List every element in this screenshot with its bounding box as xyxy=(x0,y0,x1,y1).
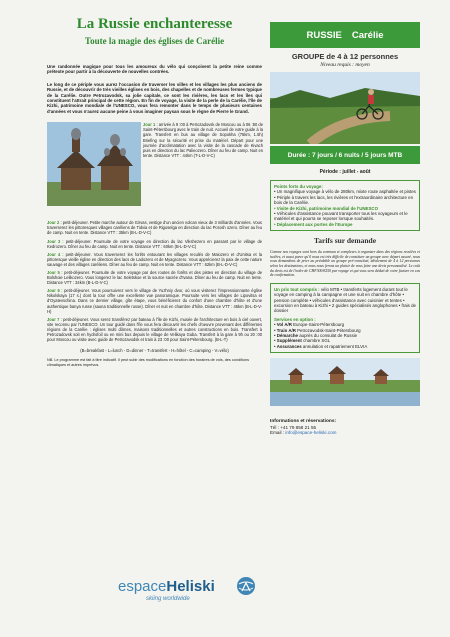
village-lake-photo xyxy=(270,358,420,406)
day-4 xyxy=(47,252,262,267)
day-text: : petit-déjeuner. Petite marche autour de Girvas, vestige d'un ancien volcan vieux de 3 milliards d'années. Vous traverserez les pittoresques villages caréliens de Tidvia et de Rigoselga en direction du lac Porosh ozero. Dîner au feu de camp. Nuit en tente. Distance VTT : 35km (B-L-D-V-C) xyxy=(47,220,262,236)
option-item: • Démarche auprès du consulat de Russie xyxy=(274,333,358,339)
level-required: Niveau requis : moyen xyxy=(320,62,370,68)
pricing-title: Tarifs sur demande xyxy=(313,236,377,246)
region-name: Carélie xyxy=(351,29,384,41)
highlight-item: • Déplacement aux portes de l'Europe xyxy=(274,221,353,227)
contact-heading: Informations et réservations: xyxy=(270,419,337,425)
day-label: Jour 2 xyxy=(47,220,60,226)
wooden-church-photo xyxy=(47,122,141,206)
day-3 xyxy=(47,239,262,249)
duration-bar: Durée : 7 jours / 6 nuits / 5 jours MTB xyxy=(270,146,420,164)
option-item: • Vol A/R Europe-Saint-Pétersbourg xyxy=(274,322,345,328)
day-6 xyxy=(47,288,262,313)
country-name: RUSSIE xyxy=(306,29,342,41)
pricing-text: Comme nos voyages sont hors du commun et complexes à organiser dans des régions reculées et isolées, et aussi parce qu'il nous est très difficile de constituer un groupe avec départ assuré, nous vous demandons de prier au préalable un groupe pré-constitué, idéalement de 4 à 12 personnes selon les destinations, et nous nous ferons un plaisir de vous faire une devis personnalisé. Le coût du devis est de l'ordre de CHF300/€250 par voyage et qui vous sera déduit de votre facture en cas de confirmation. xyxy=(270,250,420,278)
globe-icon xyxy=(236,576,256,596)
espaceheliski-logo xyxy=(118,572,258,608)
day-text: : petit-déjeuner. Vous poursuivrez vers le village de Yuzhniy dvor, où vous visiterez l'impressionnante église Nikolskaya (17 s.) dont la tour offre une excellente vue panoramique. Poursuite vers les villages de Lipovitsa et d'Oyatevschina. Dans ce dernier village, gîte étape, vous bénéficierez du confort d'une chambre d'hôte et d'une authentique banya russe (sauna traditionnelle russe). Dîner et nuit en chambre d'hôte. Distance VTT : 45km (B-L-D-V-H) xyxy=(47,288,263,314)
logo-wordmark: espaceHeliski xyxy=(118,578,215,595)
right-column xyxy=(270,22,420,436)
day-label: Jour 3 xyxy=(47,238,61,244)
day-label: Jour 5 xyxy=(47,270,60,275)
meal-legend: (B=breakfast - L=lunch - D=dinner - T=transfert - H=hôtel - C=camping - V=vélo) xyxy=(80,348,229,354)
day-label: Jour 1 xyxy=(143,122,156,128)
option-item: • Train A/R Petrozavodsk-Saint-Pétersbourg xyxy=(274,327,361,333)
options-heading: Services en option : xyxy=(274,316,316,322)
day-label: Jour 4 xyxy=(47,251,61,257)
intro-paragraph: Une randonnée magique pour tous les amoureux du vélo qui conçoivent la petite reine comme prétexte pour partir à la découverte de nouvelles contrées. xyxy=(47,64,262,75)
day1-block xyxy=(47,122,262,217)
day-2 xyxy=(47,220,262,235)
option-item: • Assurances annulation et rapatriement ELVIA xyxy=(274,343,368,349)
email-line: Email : info@espace-heliski.com xyxy=(270,430,337,436)
cyclist-photo xyxy=(270,72,420,144)
price-box xyxy=(270,283,420,353)
day-label: Jour 6 xyxy=(47,288,60,294)
option-item: • Supplément chambre SGL xyxy=(274,338,331,344)
country-header xyxy=(270,22,420,48)
day-text: : arrivée à 9 :00 à Petrozadovsk de Moscou ou à 06 :50 de Saint-Pétersbourg avec le train de nuit. Accueil de votre guide à la gare. Transfert en bus au village de Sopokha (75km, 1.5h) Briefing sur la sécurité et prise du matériel. Départ pour une journée d'acclimatation avec la visite de la cascade de Kivach puis en direction du lac Palieozero. Dîner au feu de camp. Nuit en tente. Distance VTT : 44km (T-L-D-V-C) xyxy=(143,122,263,158)
phone-number: Tél : +41 79 858 21 55 xyxy=(270,424,317,430)
highlight-item: • Visite de Kizhi, patrimoine mondial de l'UNESCO xyxy=(274,205,378,211)
highlight-item: • Véhicules d'assistance pouvant transporter tous les voyageurs et le matériel et qui pourra se reposer lorsque souhaités. xyxy=(274,211,408,222)
highlight-item: • Périple à travers les lacs, les rivières et l'extraordinaire architecture en bois de la Carélie. xyxy=(274,194,414,206)
travel-period: Période : juillet - août xyxy=(319,169,371,175)
day-text: : petit-déjeuner. Vous traverserez les forêts entourant les villages reculés de Maiozero et d'Unitsa et la pittoresque vieille église en direction des lacs de Ladozero et de Myagrozero. Vous apprécierez la paix de cette nature sauvage et des villages caréliens. Dîner au feu de camp. Nuit en tente. Distance VTT : 62km (B-L-D-V-C) xyxy=(47,251,262,267)
logo-tagline: skiing worldwide xyxy=(146,596,190,602)
day-5 xyxy=(47,270,262,285)
page-title: La Russie enchanteresse xyxy=(76,16,233,32)
contact-info xyxy=(270,418,420,436)
disclaimer-note: NB. Le programme est fait à titre indicatif. Il peut subir des modifications en fonction des horaires de vols, des conditions climatiques et autres imprévus. xyxy=(47,358,249,367)
group-size: GROUPE de 4 à 12 personnes xyxy=(291,52,399,61)
email-link[interactable]: info@espace-heliski.com xyxy=(285,430,337,436)
day-text: : petit-déjeuner. Poursuite de votre voyage en direction du lac Vikshezero en passant par le village de Kedrozero. Dîner au feu de camp. Nuit en tente. Distance VTT : 60km (B-L-D-V-C) xyxy=(47,238,262,249)
highlight-item: • Un magnifique voyage à vélo de 280km, mixte route asphaltée et pistes xyxy=(274,189,416,195)
highlights-box xyxy=(270,180,420,231)
day-text: : petit-déjeuner. Vous serez transférez par bateau à l'île de Kizhi, musée de l'architecture en bois à ciel ouvert, site reconnu par l'UNESCO. Un tour guidé dans l'île vous fera découvrir les chefs d'oeuvre provenant des différentes régions de la Carélie : églises multi dômes, maisons traditionnelles et autres constructions en bois. Transfert à Petrozadovsk soit en hydrofoil ou en mini bus depuis le village de Velikaya Guba. Transfert à la gare à 9h ou 20 :00 pour Moscou ou visite avec guide de Petrozavodsk et train à 23 :00 pour Saint-Pétersbourg. (B-L-T) xyxy=(47,316,262,343)
day-7 xyxy=(47,317,262,342)
left-column xyxy=(47,16,262,367)
day-label: Jour 7 xyxy=(47,316,60,322)
day-text: : petit-déjeuner. Poursuite de votre voyage par des routes de forêts et des pistes en direction du village de Bolshoie Lelikozero. Vous longerez le lac Seletskoe et la source sacrée d'Ivana. Dîner au feu de camp. Nuit en tente. Distance VTT : 34km (B-L-D-V-C) xyxy=(47,270,262,286)
included-services: Un prix tout compris : vélo MTB • transferts logement durant tout le voyage en camping à la campagne et une nuit en chambre d'hôte • pension complète • véhicules d'assistance avec cuisinier et tentes • excursion en bateau à Kizhi • 2 guides spécialisés anglophones • frais de dossier xyxy=(274,286,416,314)
description-paragraph: Le long de ce périple vous aurez l'occasion de traverser les villes et les villages les plus anciens de Russie, et de découvrir de très vieilles églises en bois, des chapelles et de nombreuses fermes typique de la Carélie. Outre Petrozavodsk, sa jolie capitale, ce sont les rivières, les lacs et les îles qui constituent l'attrait principal de cette région. En fin de voyage, la visite de la perle de la Carélie, l'île de Kizhi, patrimoine mondiale de l'UNESCO, vous fera remonter dans le temps de plusieurs centaines d'années et vous n'aurez aucune peine à vous imaginer paysan sous le règne de Pierre le Grand. xyxy=(47,81,262,114)
page-subtitle: Toute la magie des églises de Carélie xyxy=(84,36,225,46)
highlights-heading: Points forts du voyage: xyxy=(274,184,323,189)
day-1 xyxy=(143,122,263,158)
